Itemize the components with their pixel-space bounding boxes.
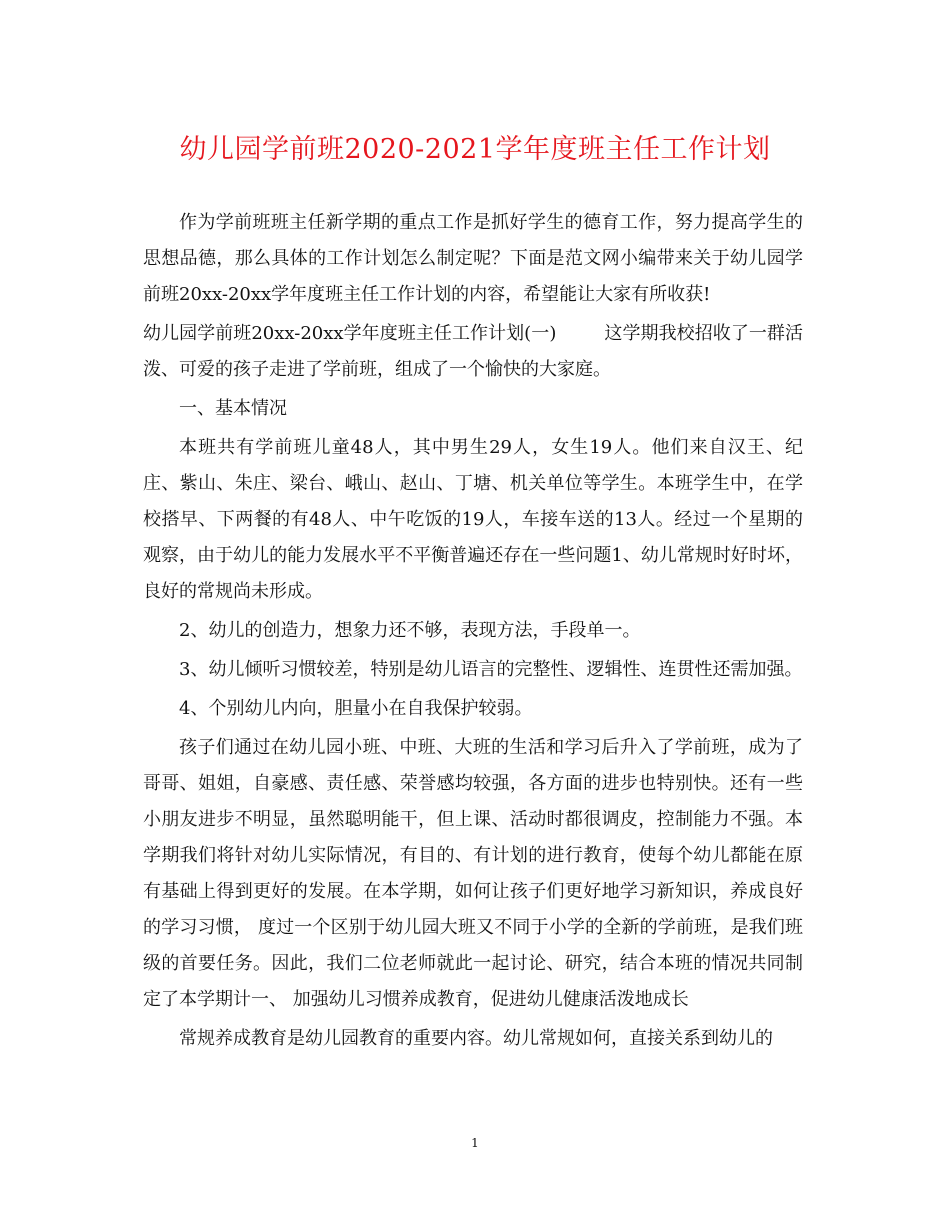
plan-one-intro: 这学期我校招收了一群活泼、可爱的孩子走进了学前班，组成了一个愉快的大家庭。 — [143, 323, 803, 380]
document-body — [143, 205, 803, 1060]
document-title: 幼儿园学前班2020-2021学年度班主任工作计划 — [179, 134, 771, 165]
basic-info-paragraph: 本班共有学前班儿童48人，其中男生29人，女生19人。他们来自汉王、纪庄、紫山、朱庄、梁台、峨山、赵山、丁塘、机关单位等学生。本班学生中，在学校搭早、下两餐的有48人、中午吃饭的19人，车接车送的13人。经过一个星期的观察，由于幼儿的能力发展水平不平衡普遍还存在一些问题1、幼儿常规时好时坏，良好的常规尚未形成。 — [143, 437, 803, 602]
children-progress-paragraph: 孩子们通过在幼儿园小班、中班、大班的生活和学习后升入了学前班，成为了哥哥、姐姐，自豪感、责任感、荣誉感均较强，各方面的进步也特别快。还有一些小朋友进步不明显，虽然聪明能干，但上课、活动时都很调皮，控制能力不强。本学期我们将针对幼儿实际情况，有目的、有计划的进行教育，使每个幼儿都能在原有基础上得到更好的发展。在本学期，如何让孩子们更好地学习新知识，养成良好的学习习惯， 度过一个区别于幼儿园大班又不同于小学的全新的学前班，是我们班级的首要任务。因此，我们二位老师就此一起讨论、研究，结合本班的情况共同制定了本学期计一、 加强幼儿习惯养成教育，促进幼儿健康活泼地成长 — [143, 737, 803, 1010]
issue-4-paragraph: 4、个别幼儿内向，胆量小在自我保护较弱。 — [179, 698, 533, 719]
section-heading-basic: 一、基本情况 — [179, 398, 287, 419]
routine-education-paragraph: 常规养成教育是幼儿园教育的重要内容。幼儿常规如何，直接关系到幼儿的 — [179, 1028, 773, 1049]
issue-3-paragraph: 3、幼儿倾听习惯较差，特别是幼儿语言的完整性、逻辑性、连贯性还需加强。 — [179, 659, 803, 680]
plan-one-heading: 幼儿园学前班20xx-20xx学年度班主任工作计划(一) — [143, 323, 557, 344]
issue-2-paragraph: 2、幼儿的创造力，想象力还不够，表现方法，手段单一。 — [179, 620, 641, 641]
intro-paragraph: 作为学前班班主任新学期的重点工作是抓好学生的德育工作，努力提高学生的思想品德，那么具体的工作计划怎么制定呢？下面是范文网小编带来关于幼儿园学前班20xx-20xx学年度班主任工作计划的内容，希望能让大家有所收获! — [143, 212, 803, 305]
page-number: 1 — [471, 1136, 479, 1150]
plan-one-paragraph — [143, 316, 803, 388]
